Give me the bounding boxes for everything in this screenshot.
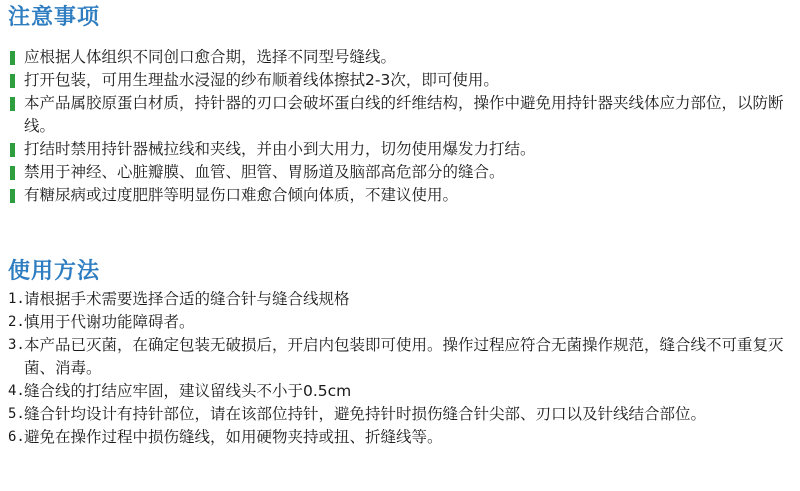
usage-item-text: 缝合针均设计有持针部位，请在该部位持针，避免持针时损伤缝合针尖部、刃口以及针线结合部位。 (24, 405, 707, 423)
notes-item-text: 禁用于神经、心脏瓣膜、血管、胆管、胃肠道及脑部高危部分的缝合。 (24, 163, 505, 181)
notes-list-item (8, 92, 796, 138)
usage-item-number: 1. (8, 291, 25, 307)
usage-item-text: 请根据手术需要选择合适的缝合针与缝合线规格 (24, 290, 350, 308)
notes-item-text: 打开包装，可用生理盐水浸湿的纱布顺着线体擦拭2-3次，即可使用。 (24, 71, 499, 89)
usage-list-item (8, 334, 796, 380)
usage-item-number: 5. (8, 406, 25, 422)
usage-item-number: 6. (8, 429, 25, 445)
usage-section-title: 使用方法 (8, 259, 101, 284)
usage-item-number: 2. (8, 314, 25, 330)
notes-item-text: 应根据人体组织不同创口愈合期，选择不同型号缝线。 (24, 48, 397, 66)
green-bar-bullet-icon (10, 97, 15, 111)
usage-list-item (8, 403, 796, 426)
usage-item-text: 缝合线的打结应牢固，建议留线头不小于0.5cm (24, 382, 352, 400)
notes-section-title: 注意事项 (8, 5, 101, 30)
usage-list-item (8, 311, 796, 334)
usage-item-text: 避免在操作过程中损伤缝线，如用硬物夹持或扭、折缝线等。 (24, 428, 443, 446)
usage-item-number: 3. (8, 337, 25, 353)
usage-list-item (8, 288, 796, 311)
notes-item-text: 有糖尿病或过度肥胖等明显伤口难愈合倾向体质，不建议使用。 (24, 186, 459, 204)
notes-item-text: 本产品属胶原蛋白材质，持针器的刃口会破坏蛋白线的纤维结构，操作中避免用持针器夹线体应力部位，以防断线。 (24, 94, 784, 135)
notes-list-item (8, 161, 796, 184)
green-bar-bullet-icon (10, 166, 15, 180)
usage-item-number: 4. (8, 383, 25, 399)
green-bar-bullet-icon (10, 51, 15, 65)
notes-list-item (8, 184, 796, 207)
notes-list (8, 46, 796, 207)
usage-list (8, 288, 796, 449)
green-bar-bullet-icon (10, 74, 15, 88)
notes-item-text: 打结时禁用持针器械拉线和夹线，并由小到大用力，切勿使用爆发力打结。 (24, 140, 536, 158)
usage-item-text: 本产品已灭菌，在确定包装无破损后，开启内包装即可使用。操作过程应符合无菌操作规范，缝合线不可重复灭菌、消毒。 (24, 336, 784, 377)
notes-list-item (8, 138, 796, 161)
notes-list-item (8, 46, 796, 69)
notes-list-item (8, 69, 796, 92)
usage-item-text: 慎用于代谢功能障碍者。 (24, 313, 195, 331)
usage-list-item (8, 380, 796, 403)
green-bar-bullet-icon (10, 189, 15, 203)
green-bar-bullet-icon (10, 143, 15, 157)
usage-list-item (8, 426, 796, 449)
